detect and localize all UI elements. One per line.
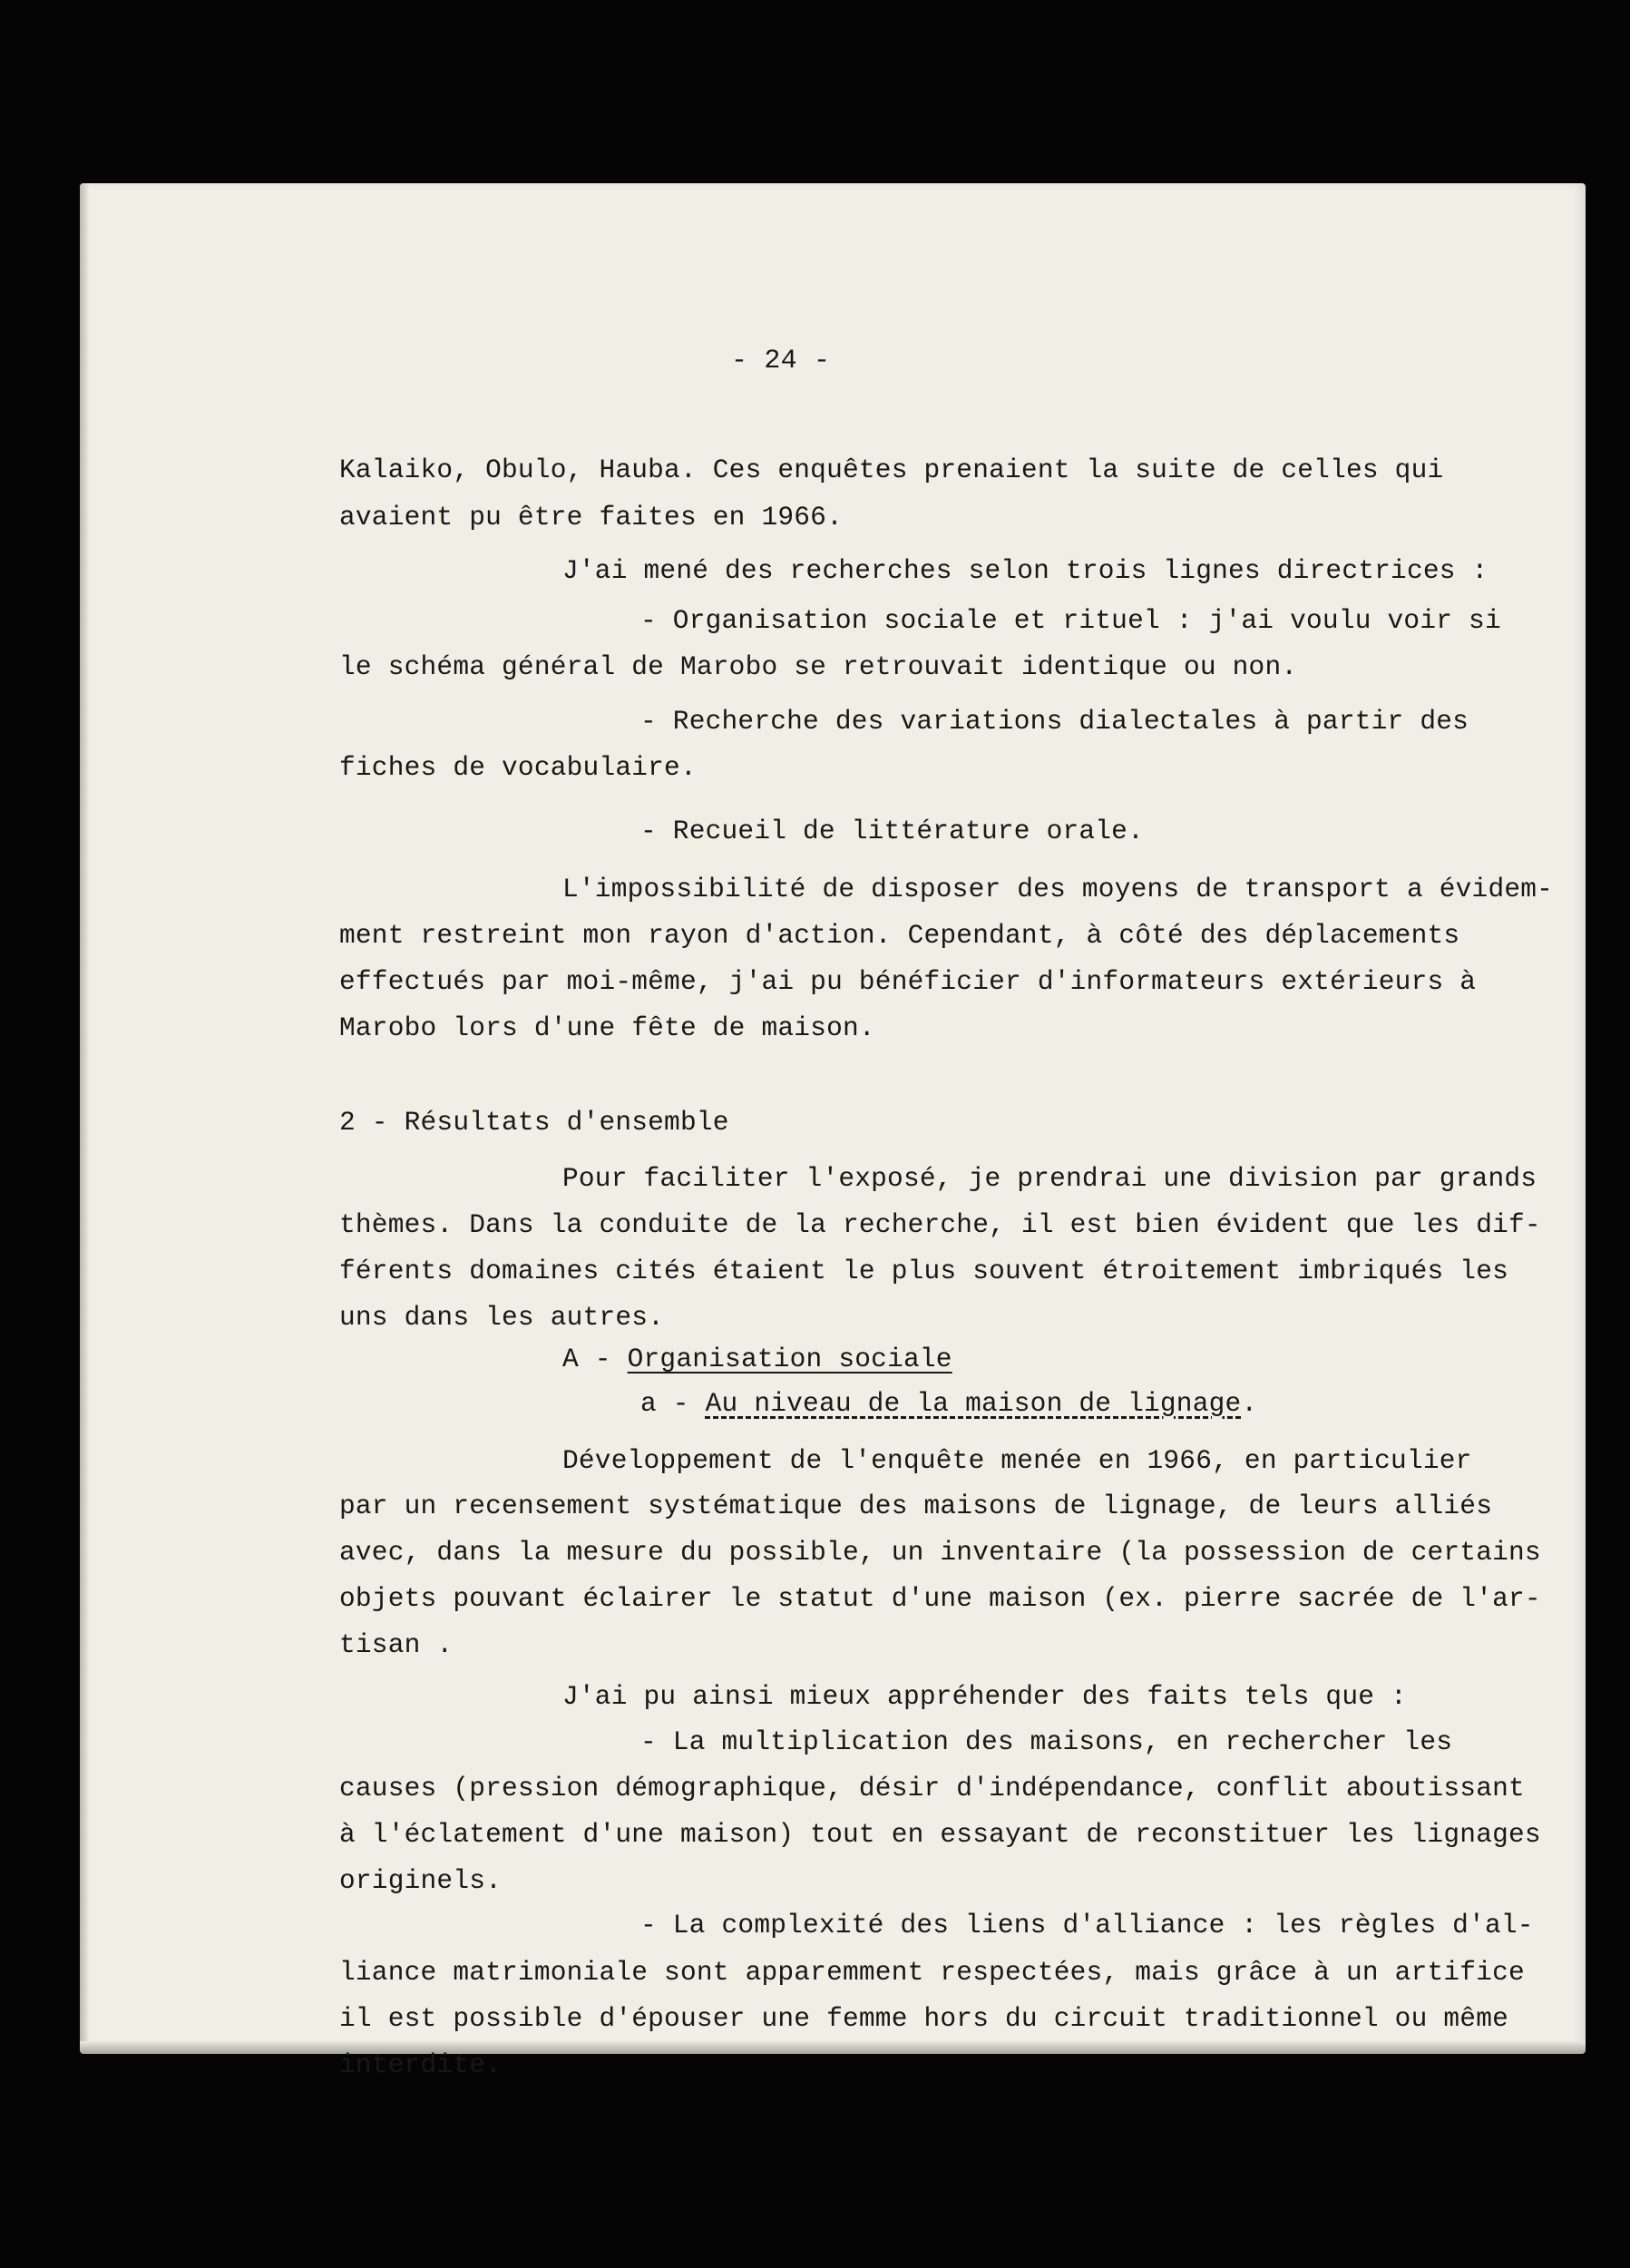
text-line: par un recensement systématique des maisons de lignage, de leurs alliés bbox=[339, 1491, 1493, 1521]
text-line: il est possible d'épouser une femme hors du circuit traditionnel ou même bbox=[339, 2003, 1509, 2034]
subsection-prefix: A - bbox=[562, 1344, 628, 1374]
text-line: férents domaines cités étaient le plus souvent étroitement imbriqués les bbox=[339, 1256, 1509, 1286]
text-line: L'impossibilité de disposer des moyens de transport a évidem- bbox=[562, 874, 1554, 904]
text-line: - Recueil de littérature orale. bbox=[640, 816, 1144, 846]
text-line: - La complexité des liens d'alliance : les règles d'al- bbox=[640, 1910, 1534, 1941]
text-line: uns dans les autres. bbox=[339, 1302, 665, 1333]
text-line: causes (pression démographique, désir d'indépendance, conflit aboutissant bbox=[339, 1773, 1525, 1804]
text-line: avaient pu être faites en 1966. bbox=[339, 502, 843, 533]
text-line: à l'éclatement d'une maison) tout en essayant de reconstituer les lignages bbox=[339, 1819, 1541, 1850]
text-line: J'ai mené des recherches selon trois lignes directrices : bbox=[562, 555, 1488, 586]
subsubsection-title: Au niveau de la maison de lignage bbox=[705, 1388, 1242, 1419]
text-line: avec, dans la mesure du possible, un inventaire (la possession de certains bbox=[339, 1537, 1541, 1568]
page-number: - 24 - bbox=[731, 346, 831, 376]
page-edge-shadow bbox=[80, 183, 89, 2052]
text-line: thèmes. Dans la conduite de la recherche, il est bien évident que les dif- bbox=[339, 1209, 1541, 1240]
subsubsection-suffix: . bbox=[1241, 1388, 1258, 1419]
page-bottom-edge bbox=[80, 2041, 1586, 2054]
text-line: interdite. bbox=[339, 2049, 503, 2080]
text-line: ment restreint mon rayon d'action. Cependant, à côté des déplacements bbox=[339, 920, 1460, 951]
text-line: Pour faciliter l'exposé, je prendrai une division par grands bbox=[562, 1163, 1537, 1194]
text-line: J'ai pu ainsi mieux appréhender des faits tels que : bbox=[562, 1681, 1407, 1712]
text-line: le schéma général de Marobo se retrouvait identique ou non. bbox=[339, 651, 1298, 682]
text-line: originels. bbox=[339, 1865, 503, 1896]
text-line: Kalaiko, Obulo, Hauba. Ces enquêtes prenaient la suite de celles qui bbox=[339, 455, 1444, 485]
text-line: - Organisation sociale et rituel : j'ai voulu voir si bbox=[640, 605, 1501, 636]
text-line: - Recherche des variations dialectales à partir des bbox=[640, 706, 1469, 737]
subsubsection-heading bbox=[640, 1385, 1257, 1422]
text-line: objets pouvant éclairer le statut d'une maison (ex. pierre sacrée de l'ar- bbox=[339, 1583, 1541, 1614]
text-line: tisan . bbox=[339, 1629, 454, 1660]
section-heading: 2 - Résultats d'ensemble bbox=[339, 1107, 729, 1138]
text-line: Marobo lors d'une fête de maison. bbox=[339, 1012, 875, 1043]
subsection-title: Organisation sociale bbox=[627, 1344, 952, 1374]
text-line: fiches de vocabulaire. bbox=[339, 752, 697, 783]
text-line: Développement de l'enquête menée en 1966, en particulier bbox=[562, 1445, 1472, 1476]
text-line: effectués par moi-même, j'ai pu bénéficier d'informateurs extérieurs à bbox=[339, 966, 1477, 997]
text-line: liance matrimoniale sont apparemment respectées, mais grâce à un artifice bbox=[339, 1957, 1525, 1988]
subsubsection-prefix: a - bbox=[640, 1388, 706, 1419]
text-line: - La multiplication des maisons, en rechercher les bbox=[640, 1726, 1453, 1757]
subsection-heading bbox=[562, 1341, 952, 1377]
